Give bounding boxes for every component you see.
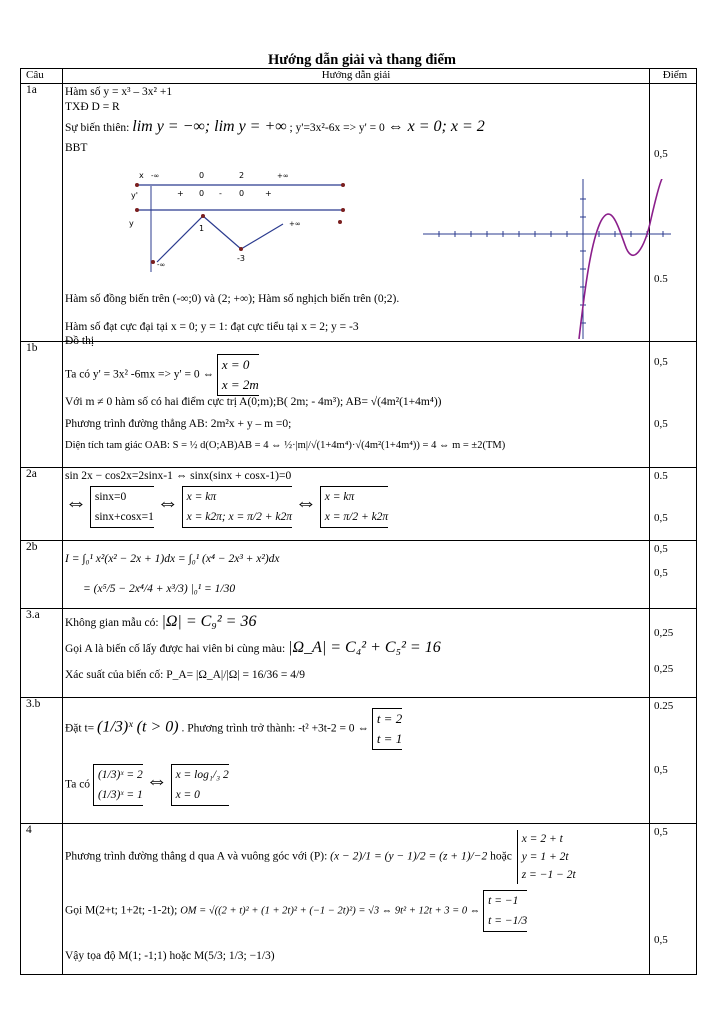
bbt-yprime: y': [131, 191, 138, 200]
text-line: Hàm số đồng biến trên (-∞;0) và (2; +∞); Hàm số nghịch biến trên (0;2).: [65, 293, 400, 305]
bbt-value: 1: [199, 224, 205, 233]
formula: = (x⁵/5 − 2x⁴/4 + x³/3) |₀¹ = 1/30: [83, 583, 236, 595]
table-row: [21, 824, 697, 975]
text-line: Đồ thị: [65, 335, 95, 347]
formula: |Ω| = C₉² = 36: [161, 613, 257, 630]
formula: x = kπ: [186, 491, 217, 503]
formula: ⇔ x = 0; x = 2: [387, 118, 485, 135]
score: 0,5: [654, 826, 668, 838]
text-line: Ta có: [65, 778, 91, 791]
score: 0,25: [654, 663, 674, 675]
bbt-x: x: [139, 171, 144, 180]
score: 0.5: [654, 273, 668, 285]
score: 0,5: [654, 543, 668, 555]
row-label: 3.b: [21, 698, 63, 824]
header-diem: Điểm: [650, 69, 697, 84]
formula: |Ω_A| = C₄² + C₅² = 16: [288, 639, 441, 656]
formula: OM = √((2 + t)² + (1 + 2t)² + (−1 − 2t)²) = √3 ⇔ 9t² + 12t + 3 = 0 ⇔: [180, 905, 481, 917]
formula: (1/3)ˣ (t > 0): [97, 718, 179, 736]
bbt-value: -∞: [157, 261, 166, 269]
score: 0,5: [654, 764, 668, 776]
formula: t = −1/3: [488, 915, 528, 927]
bbt-value: +: [265, 189, 272, 198]
text-line: Hàm số đạt cực đại tại x = 0; y = 1: đạt cực tiểu tại x = 2; y = -3: [65, 321, 359, 333]
bbt-value: +∞: [289, 220, 301, 228]
text-line: Xác suất của biến cố: P_A= |Ω_A|/|Ω| = 16/36 = 4/9: [65, 669, 305, 681]
formula: y = 1 + 2t: [521, 851, 569, 863]
row-label: 3.a: [21, 609, 63, 698]
table-row: [21, 541, 697, 609]
formula: t = 2: [376, 711, 403, 726]
bbt-label: BBT: [65, 142, 88, 154]
bbt-value: +∞: [277, 172, 289, 180]
text-line: Sự biến thiên:: [65, 122, 130, 134]
text-line: Ta có y' = 3x² -6mx => y' = 0 ⇔: [65, 368, 214, 381]
bbt-value: +: [177, 189, 184, 198]
score: 0,5: [654, 356, 668, 368]
table-row: [21, 609, 697, 698]
page-title: Hướng dẫn giải và thang điểm: [268, 52, 456, 68]
text-line: Hàm số y = x³ – 3x² +1: [65, 86, 173, 98]
formula: x = k2π; x = π/2 + k2π: [186, 511, 292, 523]
formula: t = −1: [488, 895, 519, 907]
score: 0,5: [654, 934, 668, 946]
bbt-value: -: [219, 189, 222, 198]
variation-table: [123, 154, 373, 272]
text-line: ; y'=3x²-6x => y' = 0: [289, 122, 385, 134]
table-row: 2a sin 2x − cos2x=2sinx-1 ⇔ sinx(sinx + cosx-1)=0 ⇔ sinx=0 sinx+cosx=1 ⇔ x = kπ x = k2π; x = π/2 + k2π ⇔ x = kπ x = π/2 + k2π 0.5 0,5: [21, 468, 697, 541]
text-line: hoặc: [490, 850, 512, 863]
text-line: Vậy tọa độ M(1; -1;1) hoặc M(5/3; 1/3; −1/3): [65, 950, 275, 962]
formula: (1/3)ˣ = 2: [97, 769, 143, 781]
score: 0.5: [654, 470, 668, 482]
formula: (1/3)ˣ = 1: [97, 789, 143, 801]
bbt-value: -3: [237, 254, 245, 263]
text-line: Diện tích tam giác OAB: S = ½ d(O;AB)AB = 4 ⇔ ½·|m|/√(1+4m⁴)·√(4m²(1+4m⁴)) = 4 ⇔ m = ±2(TM): [65, 440, 506, 451]
formula: z = −1 − 2t: [521, 869, 576, 881]
formula: (x − 2)/1 = (y − 1)/2 = (z + 1)/−2: [330, 850, 488, 863]
row-label: 1a: [21, 84, 63, 342]
text-line: Phương trình đường thẳng AB: 2m²x + y – m =0;: [65, 418, 292, 430]
formula: x = kπ: [324, 491, 355, 503]
row-label: 4: [21, 824, 63, 975]
formula: x = log₁/₃ 2: [175, 769, 229, 781]
formula: sinx+cosx=1: [94, 511, 154, 523]
text-line: sin 2x − cos2x=2sinx-1 ⇔ sinx(sinx + cosx-1)=0: [65, 470, 292, 482]
text-line: Đặt t=: [65, 722, 95, 735]
score: 0,5: [654, 567, 668, 579]
header-huong-dan: Hướng dẫn giải: [63, 69, 650, 84]
formula: x = 0: [175, 789, 200, 801]
row-label: 1b: [21, 342, 63, 468]
text-line: Với m ≠ 0 hàm số có hai điểm cực trị A(0;m);B( 2m; - 4m³); AB= √(4m²(1+4m⁴)): [65, 396, 442, 408]
score: 0.25: [654, 700, 674, 712]
text-line: . Phương trình trở thành: -t² +3t-2 = 0 ⇔: [181, 722, 369, 735]
text-line: Gọi M(2+t; 1+2t; -1-2t);: [65, 904, 178, 917]
score: 0,5: [654, 512, 668, 524]
bbt-value: -∞: [151, 172, 160, 180]
formula: I = ∫₀¹ x²(x² − 2x + 1)dx = ∫₀¹ (x⁴ − 2x³ + x²)dx: [65, 553, 280, 565]
text-line: Không gian mẫu có:: [65, 617, 159, 629]
text-line: TXĐ D = R: [65, 101, 120, 113]
bbt-value: 2: [239, 171, 245, 180]
answer-table: [20, 68, 697, 975]
function-graph: [421, 179, 671, 339]
formula: x = π/2 + k2π: [324, 511, 389, 523]
formula: x = 2m: [221, 377, 259, 392]
bbt-value: 0: [239, 189, 245, 198]
row-label: 2a: [21, 468, 63, 541]
bbt-y: y: [129, 219, 134, 228]
text-line: Gọi A là biến cố lấy được hai viên bi cùng màu:: [65, 643, 286, 655]
table-header-row: [21, 69, 697, 84]
table-row: 3.b Đặt t= (1/3)ˣ (t > 0) . Phương trình trở thành: -t² +3t-2 = 0 ⇔ t = 2 t = 1 Ta có (1/3)ˣ = 2 (1/3)ˣ = 1 ⇔ x = log₁/₃ 2 x = 0 0.25 0,5: [21, 698, 697, 824]
row-label: 2b: [21, 541, 63, 609]
formula: sinx=0: [94, 491, 127, 503]
bbt-value: 0: [199, 171, 205, 180]
formula: lim y = −∞; lim y = +∞: [132, 118, 287, 135]
formula: t = 1: [376, 731, 403, 746]
score: 0,25: [654, 627, 674, 639]
table-row: [21, 342, 697, 468]
bbt-value: 0: [199, 189, 205, 198]
table-row: [21, 84, 697, 342]
score: 0,5: [654, 418, 668, 430]
score: 0,5: [654, 148, 668, 160]
formula: x = 2 + t: [521, 833, 563, 845]
header-cau: Câu: [21, 69, 63, 84]
text-line: Phương trình đường thẳng d qua A và vuông góc với (P):: [65, 850, 328, 863]
formula: x = 0: [221, 357, 250, 372]
